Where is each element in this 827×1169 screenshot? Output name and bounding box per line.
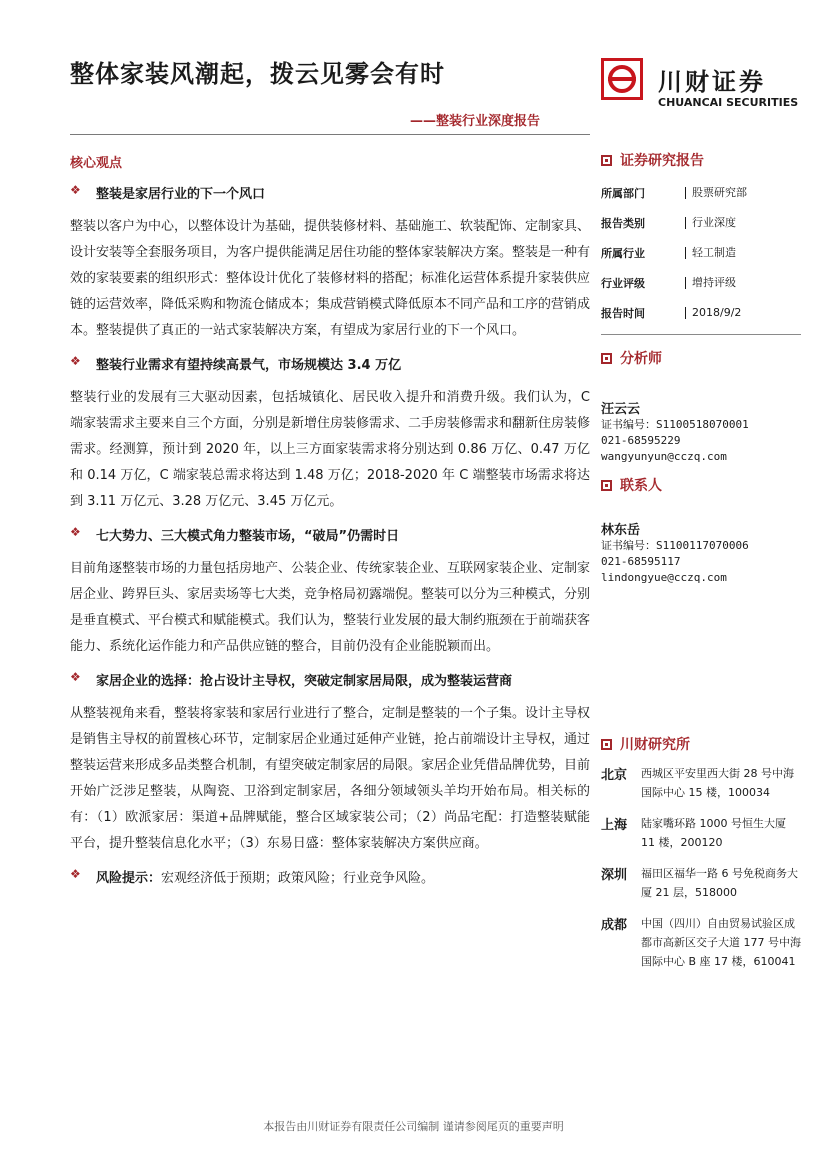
institute-panel	[601, 734, 801, 983]
main-content	[70, 146, 590, 898]
contact-email[interactable]: lindongyue@cczq.com	[601, 571, 727, 584]
contact-heading-text: 联系人	[620, 478, 662, 494]
contact-heading	[601, 475, 801, 495]
section-square-icon	[601, 480, 612, 491]
report-title: 整体家装风潮起，拨云见雾会有时	[70, 60, 445, 88]
contact-phone: 021-68595117	[601, 555, 681, 568]
logo-brand-cn: 川财证券	[658, 68, 766, 96]
contact-cert: 证书编号：S1100117070006	[601, 539, 749, 552]
sidebar-divider	[601, 334, 801, 335]
key-point-2	[70, 354, 590, 373]
institute-heading-text: 川财研究所	[620, 737, 690, 753]
office-chengdu: 成都 中国（四川）自由贸易试验区成都市高新区交子大道 177 号中海国际中心 B 座 17 楼，610041	[601, 917, 801, 968]
risk-warning	[70, 867, 590, 886]
contact-panel	[601, 475, 801, 586]
key-point-2-title: 整装行业需求有望持续高景气，市场规模达 3.4 万亿	[96, 358, 402, 373]
contact-name: 林东岳	[601, 523, 641, 538]
meta-row-industry: 所属行业 轻工制造	[601, 246, 736, 260]
institute-heading	[601, 734, 801, 754]
analyst-cert: 证书编号：S1100518070001	[601, 418, 749, 431]
key-point-4	[70, 670, 590, 689]
core-views-heading: 核心观点	[70, 156, 123, 171]
meta-row-category: 报告类别 行业深度	[601, 216, 736, 230]
office-beijing: 北京 西城区平安里西大街 28 号中海国际中心 15 楼，100034	[601, 767, 794, 799]
diamond-bullet-icon: ❖	[70, 670, 81, 684]
key-point-3	[70, 525, 590, 544]
analyst-heading	[601, 348, 801, 368]
office-shanghai: 上海 陆家嘴环路 1000 号恒生大厦 11 楼，200120	[601, 817, 786, 849]
meta-row-date: 报告时间 2018/9/2	[601, 306, 742, 320]
analyst-name: 汪云云	[601, 402, 641, 417]
report-subtitle: ——整装行业深度报告	[410, 114, 541, 129]
key-point-1	[70, 183, 590, 202]
office-shenzhen: 深圳 福田区福华一路 6 号免税商务大厦 21 层，518000	[601, 867, 798, 899]
analyst-panel	[601, 348, 801, 465]
key-point-2-body: 整装行业的发展有三大驱动因素，包括城镇化、居民收入提升和消费升级。我们认为，C 端家装需求主要来自三个方面，分别是新增住房装修需求、二手房装修需求和翻新住房装修需求。经测算，预计到 2020 年，以上三方面家装需求将分别达到 0.86 万亿、0.47 万亿和 0.14 万亿，C 端家装总需求将达到 1.48 万亿；2018-2020 年 C 端整装市场需求将达到 3.11 万亿元、3.28 万亿元、3.45 万亿元。	[70, 390, 591, 509]
header-divider	[70, 134, 590, 135]
meta-row-department: 所属部门 股票研究部	[601, 186, 747, 200]
analyst-phone: 021-68595229	[601, 434, 681, 447]
risk-text: 宏观经济低于预期；政策风险；行业竞争风险。	[161, 871, 435, 886]
section-square-icon	[601, 353, 612, 364]
diamond-bullet-icon: ❖	[70, 525, 81, 539]
footer-disclaimer: 本报告由川财证券有限责任公司编制 谨请参阅尾页的重要声明	[263, 1120, 564, 1133]
analyst-heading-text: 分析师	[620, 351, 662, 367]
diamond-bullet-icon: ❖	[70, 183, 81, 197]
key-point-4-body: 从整装视角来看，整装将家装和家居行业进行了整合，定制是整装的一个子集。设计主导权是销售主导权的前置核心环节，定制家居企业通过延伸产业链，抢占前端设计主导权，通过整装运营来形成多品类整合机制，有望突破定制家居的局限。家居企业凭借品牌优势，目前开始广泛涉足整装，从陶瓷、卫浴到定制家居，各细分领域领头羊均开始布局。相关标的有：（1）欧派家居：渠道+品牌赋能，整合区域家装公司；（2）尚品宅配：打造整装赋能平台，提升整装信息化水平；（3）东易日盛：整体家装解决方案供应商。	[70, 706, 591, 851]
section-square-icon	[601, 155, 612, 166]
diamond-bullet-icon: ❖	[70, 354, 81, 368]
risk-label: 风险提示：	[96, 871, 162, 886]
key-point-1-title: 整装是家居行业的下一个风口	[96, 187, 266, 202]
analyst-email[interactable]: wangyunyun@cczq.com	[601, 450, 727, 463]
chuancai-logo-icon	[601, 58, 643, 100]
logo-mark-icon	[604, 61, 640, 97]
key-point-3-title: 七大势力、三大模式角力整装市场，“破局”仍需时日	[96, 529, 400, 544]
diamond-bullet-icon: ❖	[70, 867, 81, 881]
report-info-panel	[601, 150, 801, 335]
logo-brand-en: CHUANCAI SECURITIES	[658, 96, 799, 109]
report-info-heading	[601, 150, 801, 170]
key-point-3-body: 目前角逐整装市场的力量包括房地产、公装企业、传统家装企业、互联网家装企业、定制家居企业、跨界巨头、家居卖场等七大类，竞争格局初露端倪。整装可以分为三种模式，分别是垂直模式、平台模式和赋能模式。我们认为，整装行业发展的最大制约瓶颈在于前端获客能力、系统化运作能力和产品供应链的整合，目前仍没有企业能脱颖而出。	[70, 561, 591, 654]
meta-row-rating: 行业评级 增持评级	[601, 276, 736, 290]
key-point-1-body: 整装以客户为中心，以整体设计为基础，提供装修材料、基础施工、软装配饰、定制家具、设计安装等全套服务项目，为客户提供能满足居住功能的整体家装解决方案。整装是一种有效的家装要素的组织形式：整体设计优化了装修材料的搭配；标准化运营体系提升家装供应链的运营效率，降低采购和物流仓储成本；集成营销模式降低原本不同产品和工序的营销成本。整装提供了真正的一站式家装解决方案，有望成为家居行业的下一个风口。	[70, 219, 591, 338]
key-point-4-title: 家居企业的选择：抢占设计主导权，突破定制家居局限，成为整装运营商	[96, 674, 513, 689]
section-square-icon	[601, 739, 612, 750]
report-info-heading-text: 证券研究报告	[620, 153, 704, 169]
